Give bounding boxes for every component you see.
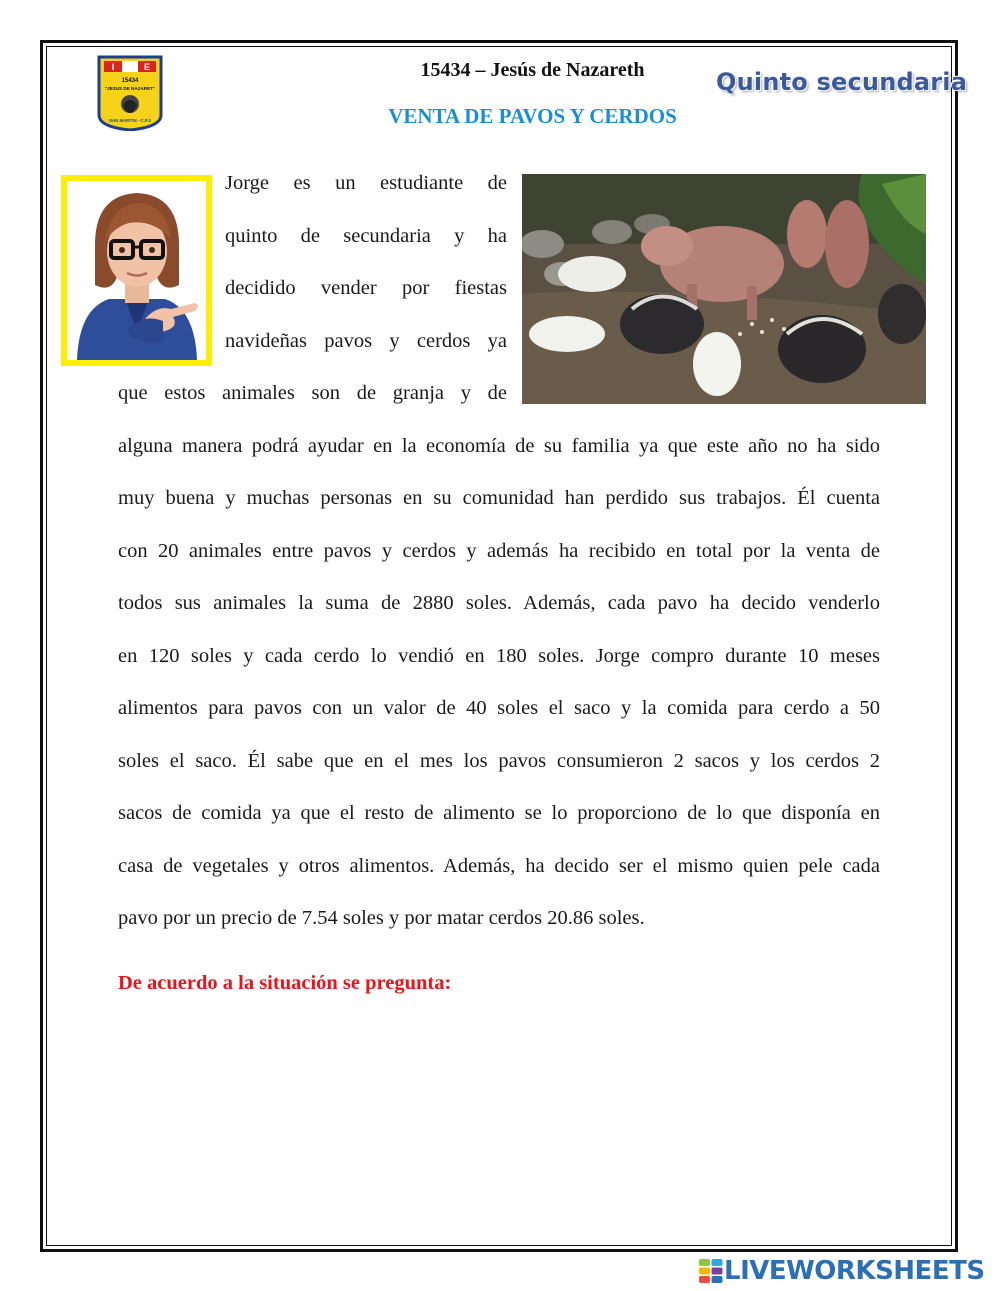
liveworksheets-logo-icon: [698, 1258, 724, 1284]
story-line: pavo por un precio de 7.54 soles y por matar cerdos 20.86 soles.: [118, 907, 645, 929]
story-line: Jorge es un estudiante de: [225, 172, 507, 194]
story-line: alguna manera podrá ayudar en la economía de su familia ya que este año no ha sido: [118, 435, 880, 457]
story-line: navideñas pavos y cerdos ya: [225, 330, 507, 352]
question-heading: De acuerdo a la situación se pregunta:: [118, 972, 452, 994]
teacher-avatar: [61, 175, 212, 366]
story-line: todos sus animales la suma de 2880 soles. Además, cada pavo ha decido venderlo: [118, 592, 880, 614]
svg-text:15434: 15434: [121, 78, 139, 84]
grade-label: Quinto secundaria: [716, 68, 968, 96]
story-line: que estos animales son de granja y de: [118, 382, 507, 404]
farm-photo-image: [522, 174, 926, 404]
svg-text:"JESUS DE NAZARET": "JESUS DE NAZARET": [104, 86, 156, 91]
svg-text:SAN MARTIN - C.P.3: SAN MARTIN - C.P.3: [109, 118, 151, 123]
story-line: decidido vender por fiestas: [225, 277, 507, 299]
school-logo: [95, 55, 165, 131]
svg-text:E: E: [143, 62, 151, 72]
story-line: soles el saco. Él sabe que en el mes los pavos consumieron 2 sacos y los cerdos 2: [118, 750, 880, 772]
story-line: casa de vegetales y otros alimentos. Además, ha decido ser el mismo quien pele cada: [118, 855, 880, 877]
school-title: 15434 – Jesús de Nazareth: [420, 59, 645, 81]
liveworksheets-brand[interactable]: [698, 1256, 985, 1286]
brand-name: LIVEWORKSHEETS: [724, 1256, 985, 1286]
avatar-illustration: [67, 181, 206, 360]
story-line: sacos de comida ya que el resto de alimento se lo proporciono de lo que disponía en: [118, 802, 880, 824]
farm-animals-photo: [522, 174, 926, 404]
story-line: quinto de secundaria y ha: [225, 225, 507, 247]
story-line: muy buena y muchas personas en su comunidad han perdido sus trabajos. Él cuenta: [118, 487, 880, 509]
worksheet-title: VENTA DE PAVOS Y CERDOS: [388, 104, 677, 128]
story-line: con 20 animales entre pavos y cerdos y además ha recibido en total por la venta de: [118, 540, 880, 562]
svg-text:I: I: [111, 62, 115, 72]
story-line: en 120 soles y cada cerdo lo vendió en 180 soles. Jorge compro durante 10 meses: [118, 645, 880, 667]
story-line: alimentos para pavos con un valor de 40 soles el saco y la comida para cerdo a 50: [118, 697, 880, 719]
